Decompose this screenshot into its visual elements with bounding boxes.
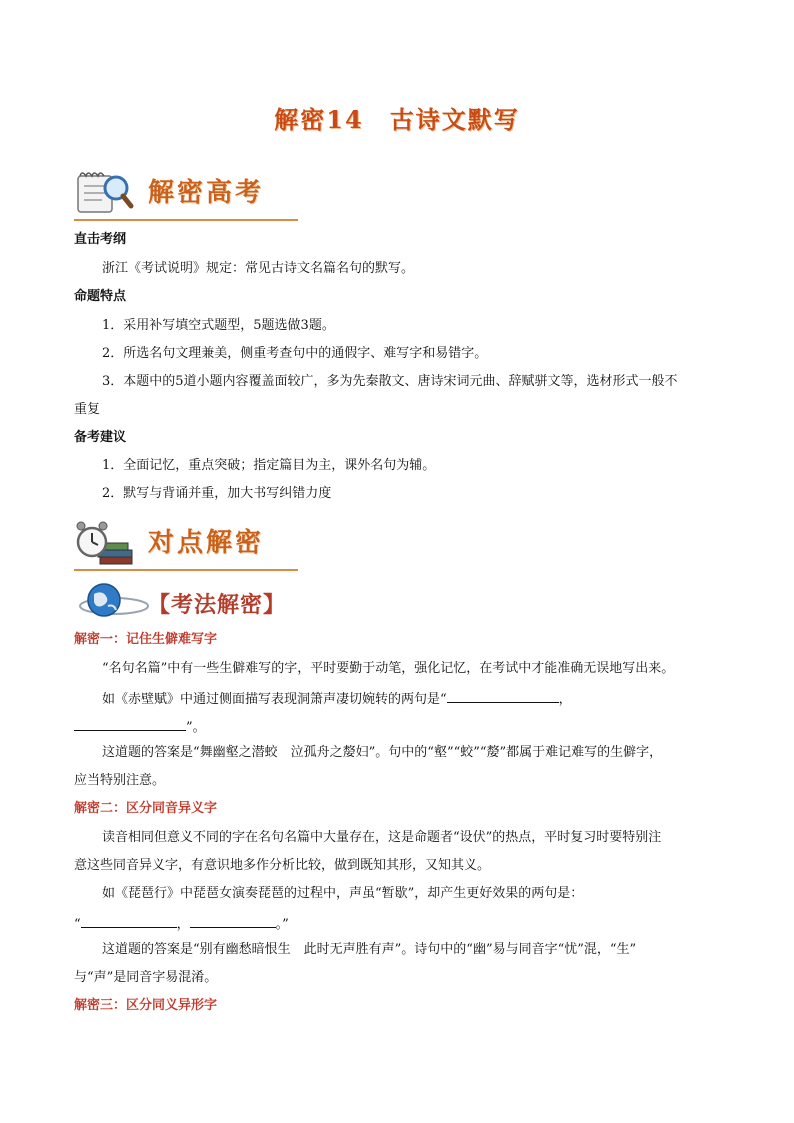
jiemi2-open-quote: “: [74, 917, 81, 932]
jiemi2-answer-line-2: 与“声”是同音字易混淆。: [74, 970, 218, 985]
answer-blank-4[interactable]: [190, 915, 276, 928]
jiemi2-answer-line-1: 这道题的答案是“别有幽愁暗恨生 此时无声胜有声”。诗句中的“幽”易与同音字“忧”混，“生”: [102, 942, 637, 957]
jiemi1-question-close: ”。: [186, 720, 206, 735]
advice-heading: 备考建议: [74, 430, 127, 445]
jiemi2-comma: ，: [176, 917, 190, 932]
alarm-clock-books-icon: [74, 516, 134, 568]
jiemi1-answer-line-2: 应当特别注意。: [74, 773, 166, 788]
jiemi1-paragraph-1: “名句名篇”中有一些生僻难写的字，平时要勤于动笔，强化记忆，在考试中才能准确无误地写出来。: [102, 661, 675, 676]
jiemi1-question-comma: ，: [558, 692, 572, 707]
jiemi2-question-line-2: [74, 915, 289, 932]
advice-item-1: 1．全面记忆，重点突破；指定篇目为主，课外名句为辅。: [102, 458, 436, 473]
syllabus-text: 浙江《考试说明》规定：常见古诗文名篇名句的默写。: [102, 261, 415, 276]
jiemi1-heading: 解密一：记住生僻难写字: [74, 632, 218, 647]
features-item-2: 2．所选名句文理兼美，侧重考查句中的通假字、难写字和易错字。: [102, 346, 488, 361]
features-item-1: 1．采用补写填空式题型，5题选做3题。: [102, 318, 335, 333]
duidian-banner-title: 对点解密: [148, 528, 265, 558]
features-item-3-continued: 重复: [74, 402, 101, 417]
document-title: 解密14 古诗文默写: [274, 105, 520, 134]
globe-icon: [74, 580, 150, 622]
jiemi3-heading: 解密三：区分同义异形字: [74, 998, 218, 1013]
gaokao-banner-rule: [74, 219, 298, 221]
answer-blank-2[interactable]: [74, 718, 186, 731]
jiemi2-paragraph-line-2: 意这些同音异义字，有意识地多作分析比较，做到既知其形，又知其义。: [74, 858, 491, 873]
features-item-3: 3．本题中的5道小题内容覆盖面较广，多为先秦散文、唐诗宋词元曲、辞赋骈文等，选材形式一般不: [102, 374, 678, 389]
jiemi1-question-line-1: [102, 690, 572, 707]
answer-blank-3[interactable]: [81, 915, 177, 928]
answer-blank-1[interactable]: [447, 690, 559, 703]
jiemi2-paragraph-line-1: 读音相同但意义不同的字在名句名篇中大量存在，这是命题者“设伏”的热点，平时复习时要特别注: [102, 830, 662, 845]
jiemi1-answer-line-1: 这道题的答案是“舞幽壑之潜蛟 泣孤舟之嫠妇”。句中的“壑”“蛟”“嫠”都属于难记难写的生僻字，: [102, 745, 663, 760]
jiemi2-question-line-1: 如《琵琶行》中琵琶女演奏琵琶的过程中，声虽“暂歇”，却产生更好效果的两句是：: [102, 886, 584, 901]
duidian-banner: [74, 516, 298, 576]
features-heading: 命题特点: [74, 289, 127, 304]
duidian-banner-rule: [74, 569, 298, 571]
kaofa-section-title: 【考法解密】: [148, 592, 287, 618]
jiemi1-question-text: 如《赤壁赋》中通过侧面描写表现洞箫声凄切婉转的两句是“: [102, 692, 447, 707]
jiemi1-question-line-2: [74, 718, 206, 735]
syllabus-heading: 直击考纲: [74, 232, 127, 247]
jiemi2-close-quote: 。”: [275, 917, 289, 932]
gaokao-banner-title: 解密高考: [148, 178, 265, 208]
notepad-magnifier-icon: [74, 166, 134, 218]
gaokao-banner: [74, 166, 298, 226]
advice-item-2: 2．默写与背诵并重，加大书写纠错力度: [102, 486, 332, 501]
jiemi2-heading: 解密二：区分同音异义字: [74, 801, 218, 816]
